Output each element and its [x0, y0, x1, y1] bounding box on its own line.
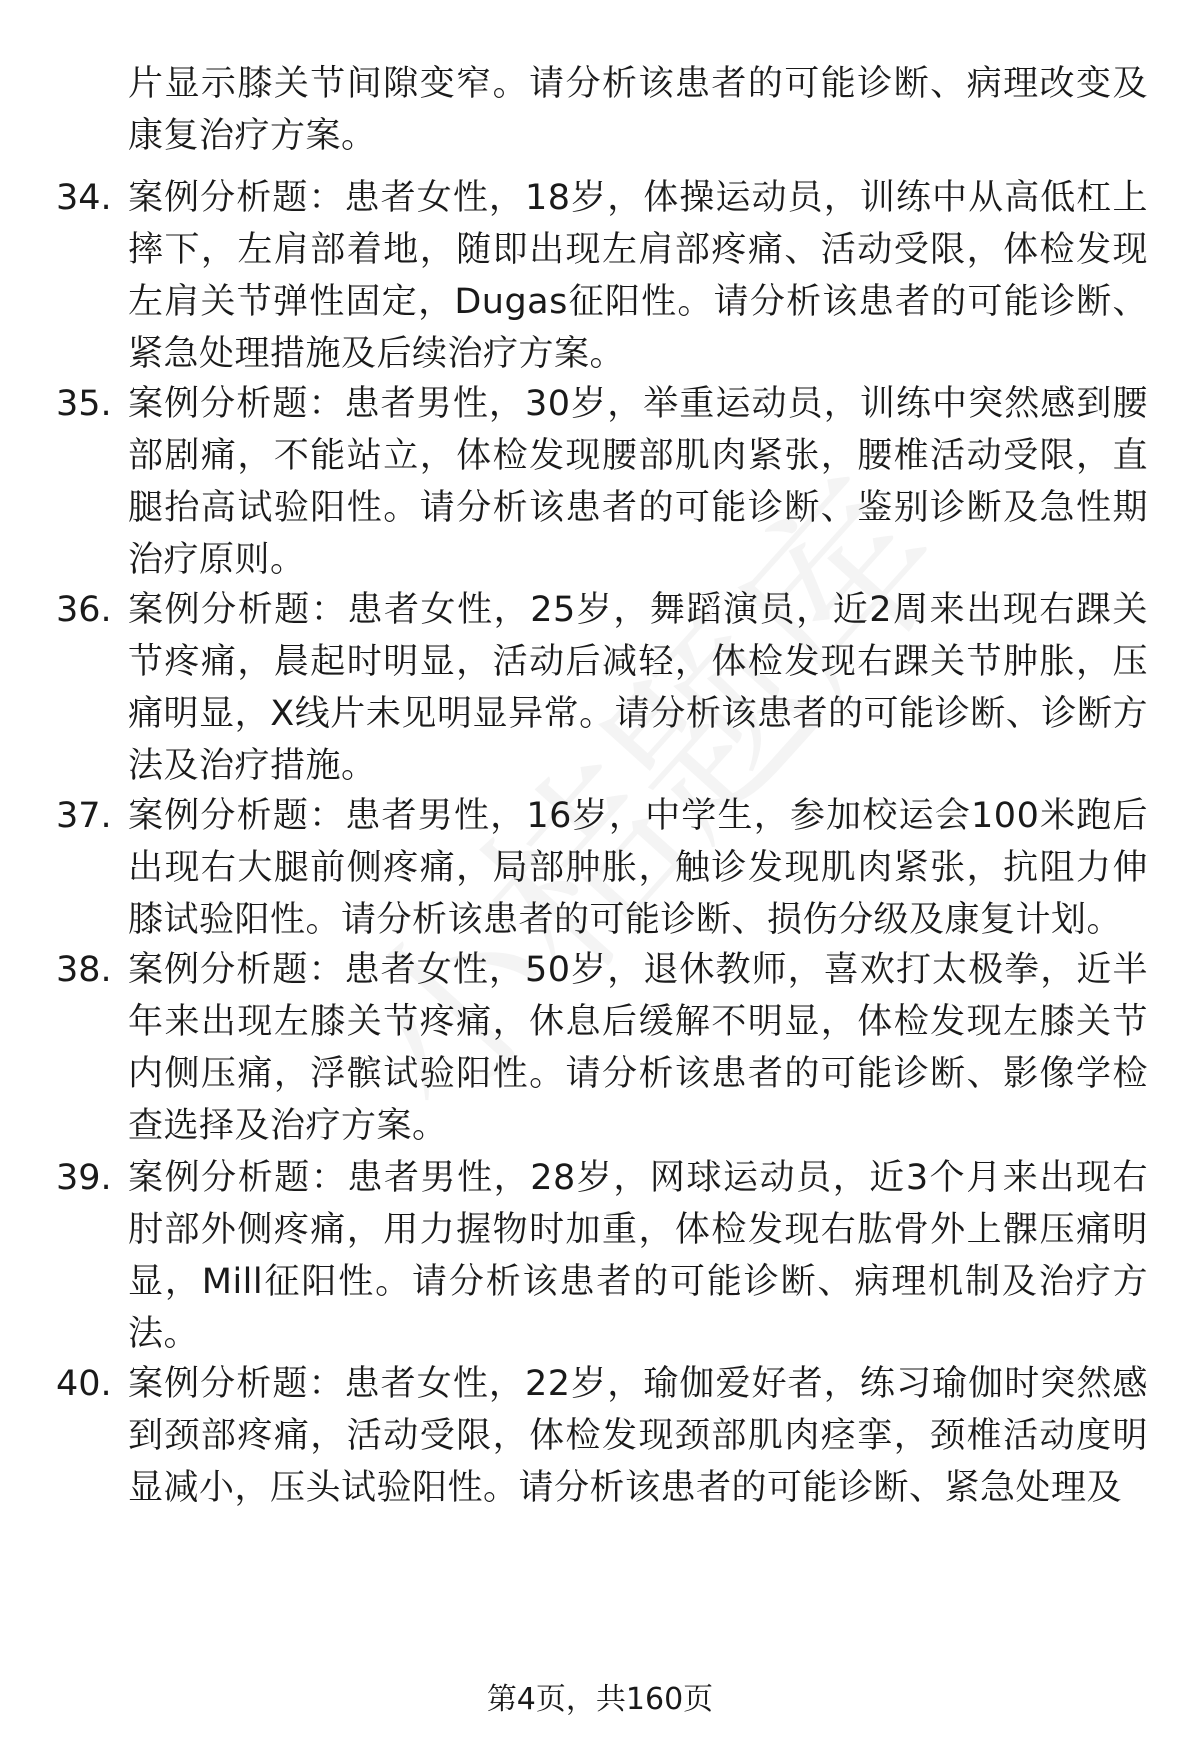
question-text: 案例分析题：患者女性，18岁，体操运动员，训练中从高低杠上摔下，左肩部着地，随即出现左肩部疼痛、活动受限，体检发现左肩关节弹性固定，Dugas征阳性。请分析该患者的可能诊断、紧急处理措施及后续治疗方案。 [128, 178, 1148, 374]
question-number: 37. [56, 796, 112, 836]
question-text: 案例分析题：患者男性，16岁，中学生，参加校运会100米跑后出现右大腿前侧疼痛，局部肿胀，触诊发现肌肉紧张，抗阻力伸膝试验阳性。请分析该患者的可能诊断、损伤分级及康复计划。 [128, 796, 1148, 940]
question-number: 40. [56, 1364, 112, 1404]
question-text: 案例分析题：患者男性，30岁，举重运动员，训练中突然感到腰部剧痛，不能站立，体检发现腰部肌肉紧张，腰椎活动受限，直腿抬高试验阳性。请分析该患者的可能诊断、鉴别诊断及急性期治疗原则。 [128, 384, 1148, 580]
question-text: 案例分析题：患者女性，25岁，舞蹈演员，近2周来出现右踝关节疼痛，晨起时明显，活动后减轻，体检发现右踝关节肿胀，压痛明显，X线片未见明显异常。请分析该患者的可能诊断、诊断方法及治疗措施。 [128, 590, 1148, 786]
question-number: 35. [56, 384, 112, 424]
question-text: 案例分析题：患者女性，22岁，瑜伽爱好者，练习瑜伽时突然感到颈部疼痛，活动受限，体检发现颈部肌肉痉挛，颈椎活动度明显减小，压头试验阳性。请分析该患者的可能诊断、紧急处理及 [128, 1364, 1148, 1508]
question-number: 38. [56, 950, 112, 990]
question-number: 36. [56, 590, 112, 630]
intro-text: 片显示膝关节间隙变窄。请分析该患者的可能诊断、病理改变及康复治疗方案。 [128, 64, 1148, 156]
page-footer: 第4页，共160页 [486, 1682, 714, 1717]
question-number: 39. [56, 1158, 112, 1198]
question-number: 34. [56, 178, 112, 218]
question-text: 案例分析题：患者男性，28岁，网球运动员，近3个月来出现右肘部外侧疼痛，用力握物时加重，体检发现右肱骨外上髁压痛明显，Mill征阳性。请分析该患者的可能诊断、病理机制及治疗方法。 [128, 1158, 1148, 1354]
question-text: 案例分析题：患者女性，50岁，退休教师，喜欢打太极拳，近半年来出现左膝关节疼痛，休息后缓解不明显，体检发现左膝关节内侧压痛，浮髌试验阳性。请分析该患者的可能诊断、影像学检查选择及治疗方案。 [128, 950, 1148, 1146]
